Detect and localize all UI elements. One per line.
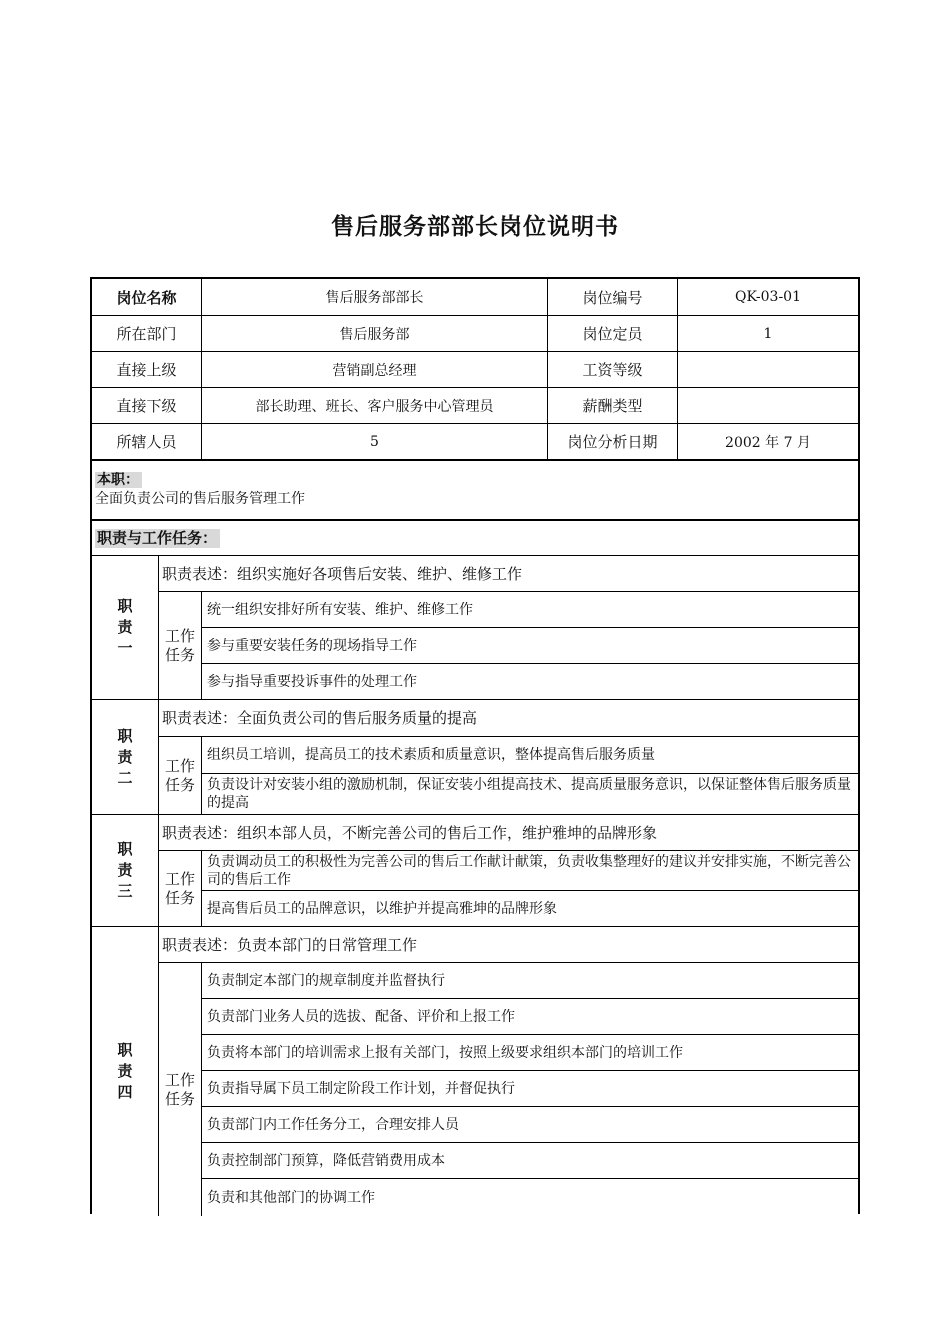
duty-2-name-char: 职 xyxy=(117,726,133,745)
duty-2-name xyxy=(92,699,158,814)
duty-2-task-label xyxy=(158,736,201,814)
main-duty-heading: 本职： xyxy=(95,472,142,488)
duty-2-name-char: 二 xyxy=(117,768,133,787)
duties-heading-row xyxy=(92,519,858,555)
duty-4-name-char: 职 xyxy=(117,1041,133,1059)
label-direct-subordinates: 直接下级 xyxy=(92,387,201,423)
duty-4-statement: 职责表述：负责本部门的日常管理工作 xyxy=(158,926,858,962)
duty-1-name-char: 责 xyxy=(117,618,133,636)
duty-2-statement: 职责表述：全面负责公司的售后服务质量的提高 xyxy=(158,699,858,736)
duty-3-task-2: 提高售后员工的品牌意识，以维护并提高雅坤的品牌形象 xyxy=(201,890,858,926)
duty-4-name-char: 四 xyxy=(117,1083,133,1101)
duty-3-name-char: 责 xyxy=(117,861,133,879)
task-label-line: 工作 xyxy=(164,626,195,645)
duty-3-task-1: 负责调动员工的积极性为完善公司的售后工作献计献策，负责收集整理好的建议并安排实施，不断完善公司的售后工作 xyxy=(201,850,858,890)
value-headcount: 1 xyxy=(677,315,858,351)
value-pay-type xyxy=(677,387,858,423)
duty-3-task-label xyxy=(158,850,201,926)
value-analysis-date: 2002 年 7 月 xyxy=(677,423,858,459)
duty-3-name-char: 职 xyxy=(117,840,133,858)
label-direct-superior: 直接上级 xyxy=(92,351,201,387)
duty-4-task-6: 负责控制部门预算，降低营销费用成本 xyxy=(201,1142,858,1178)
duty-4-task-1: 负责制定本部门的规章制度并监督执行 xyxy=(201,962,858,998)
job-description-table xyxy=(90,277,860,1214)
label-headcount: 岗位定员 xyxy=(547,315,677,351)
duty-4-task-4: 负责指导属下员工制定阶段工作计划，并督促执行 xyxy=(201,1070,858,1106)
label-analysis-date: 岗位分析日期 xyxy=(547,423,677,459)
value-salary-grade xyxy=(677,351,858,387)
value-department: 售后服务部 xyxy=(201,315,547,351)
value-direct-superior: 营销副总经理 xyxy=(201,351,547,387)
label-salary-grade: 工资等级 xyxy=(547,351,677,387)
duty-4-task-5: 负责部门内工作任务分工，合理安排人员 xyxy=(201,1106,858,1142)
duty-3-name xyxy=(92,814,158,926)
main-duty-section xyxy=(92,459,858,519)
duty-1-task-2: 参与重要安装任务的现场指导工作 xyxy=(201,627,858,663)
duty-3-name-char: 三 xyxy=(117,882,133,900)
duty-2-task-2: 负责设计对安装小组的激励机制，保证安装小组提高技术、提高质量服务意识，以保证整体售后服务质量的提高 xyxy=(201,773,858,814)
task-label-line: 工作 xyxy=(164,756,195,775)
duty-4-name-char: 责 xyxy=(117,1062,133,1080)
duty-1-name-char: 一 xyxy=(117,639,133,657)
label-position-name: 岗位名称 xyxy=(116,288,177,307)
duty-4-task-7: 负责和其他部门的协调工作 xyxy=(201,1178,858,1216)
value-position-name: 售后服务部部长 xyxy=(201,279,547,315)
task-label-line: 任务 xyxy=(164,1089,195,1108)
duty-1-task-3: 参与指导重要投诉事件的处理工作 xyxy=(201,663,858,699)
duties-heading: 职责与工作任务： xyxy=(95,529,220,548)
duty-1-task-label xyxy=(158,591,201,699)
duty-4-task-3: 负责将本部门的培训需求上报有关部门，按照上级要求组织本部门的培训工作 xyxy=(201,1034,858,1070)
task-label-line: 任务 xyxy=(164,775,195,794)
page-title: 售后服务部部长岗位说明书 xyxy=(331,214,619,240)
duty-1-name xyxy=(92,555,158,699)
task-label-line: 工作 xyxy=(164,869,195,888)
duty-4-task-label xyxy=(158,962,201,1216)
duty-3-statement: 职责表述：组织本部人员，不断完善公司的售后工作，维护雅坤的品牌形象 xyxy=(158,814,858,850)
value-staff-under: 5 xyxy=(201,423,547,459)
label-staff-under: 所辖人员 xyxy=(92,423,201,459)
duty-1-task-1: 统一组织安排好所有安装、维护、维修工作 xyxy=(201,591,858,627)
label-position-code: 岗位编号 xyxy=(547,279,677,315)
value-position-code: QK-03-01 xyxy=(677,279,858,315)
duty-2-name-char: 责 xyxy=(117,747,133,766)
duty-1-name-char: 职 xyxy=(117,597,133,615)
label-department: 所在部门 xyxy=(92,315,201,351)
label-pay-type: 薪酬类型 xyxy=(547,387,677,423)
duty-2-task-1: 组织员工培训，提高员工的技术素质和质量意识，整体提高售后服务质量 xyxy=(201,736,858,773)
duty-4-task-2: 负责部门业务人员的选拔、配备、评价和上报工作 xyxy=(201,998,858,1034)
duty-1-statement: 职责表述：组织实施好各项售后安装、维护、维修工作 xyxy=(158,555,858,591)
task-label-line: 工作 xyxy=(164,1070,195,1089)
task-label-line: 任务 xyxy=(164,645,195,664)
main-duty-text: 全面负责公司的售后服务管理工作 xyxy=(95,491,305,507)
value-direct-subordinates: 部长助理、班长、客户服务中心管理员 xyxy=(201,387,547,423)
duty-4-name xyxy=(92,926,158,1216)
task-label-line: 任务 xyxy=(164,888,195,907)
